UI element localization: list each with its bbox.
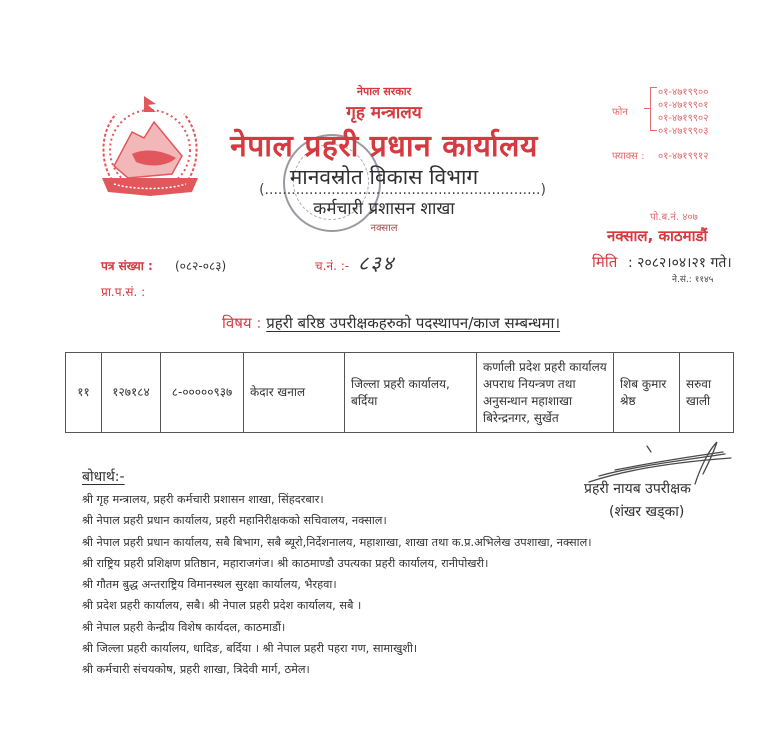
subject-label: विषय: [222, 314, 252, 332]
distribution-title: बोधार्थ:-: [82, 469, 125, 485]
list-item: श्री गृह मन्त्रालय, प्रहरी कर्मचारी प्रशासन शाखा, सिंहदरबार।: [82, 493, 324, 506]
city-label: नक्साल, काठमाडौं: [607, 227, 708, 245]
dotted-line: (..............................................................): [259, 182, 546, 198]
branch-label: कर्मचारी प्रशासन शाखा: [313, 199, 455, 219]
cell-remark: सरुवा खाली: [680, 353, 734, 433]
list-item: श्री जिल्ला प्रहरी कार्यालय, धादिङ, बर्दिया । श्री नेपाल प्रहरी पहरा गण, सामाखुशी।: [82, 642, 418, 656]
government-label: नेपाल सरकार: [356, 85, 412, 98]
cell-code: ८-०००००९३७: [161, 353, 244, 433]
table-row: [66, 353, 734, 433]
date-label: मिति: [592, 253, 618, 271]
signatory-title: प्रहरी नायब उपरीक्षक: [584, 481, 691, 497]
cell-id: १२७१८४: [102, 353, 161, 433]
date-value: : २०८२।०४।२१ गते।: [628, 255, 732, 271]
list-item: श्री नेपाल प्रहरी प्रधान कार्यालय, प्रहरी महानिरीक्षकको सचिवालय, नक्साल।: [82, 514, 387, 528]
phone-number: ०१-४७१९९०१: [658, 100, 709, 111]
phone-number: ०१-४७१९९००: [658, 87, 709, 98]
dispatch-number-value: ८३४: [358, 251, 396, 275]
letter-number-label: पत्र संख्या :: [101, 259, 153, 273]
cell-replacement: शिब कुमार श्रेष्ठ: [614, 353, 680, 433]
subject-separator: :: [256, 314, 262, 332]
list-item: श्री नेपाल प्रहरी प्रधान कार्यालय, सबै बिभाग, सबै ब्यूरो,निर्देशनालय, महाशाखा, शाखा तथा क.प्र.अभिलेख उपशाखा, नक्साल।: [82, 535, 592, 549]
dispatch-number-label: च.नं. :-: [315, 259, 350, 273]
ministry-label: गृह मन्त्रालय: [346, 103, 422, 123]
list-item: श्री राष्ट्रिय प्रहरी प्रशिक्षण प्रतिष्ठान, महाराजगंज। श्री काठमाण्डौ उपत्यका प्रहरी कार्यालय, रानीपोखरी।: [82, 556, 489, 570]
subject-text: प्रहरी बरिष्ठ उपरीक्षकहरुको पदस्थापन/काज सम्बन्धमा।: [266, 314, 561, 332]
phone-bracket: [650, 87, 657, 131]
department-label: मानवस्रोत विकास विभाग: [289, 165, 479, 189]
nepal-sambat: ने.सं.: ११४५: [672, 275, 714, 285]
phone-number: ०१-४७१९९०३: [658, 126, 709, 137]
office-title: नेपाल प्रहरी प्रधान कार्यालय: [230, 129, 538, 164]
fax-label: फ्याक्स :: [612, 151, 645, 162]
phone-label: फोन: [612, 107, 628, 118]
contact-block: [612, 82, 762, 167]
cell-serial: ११: [66, 353, 102, 433]
distribution-list: [82, 489, 592, 681]
list-item: श्री प्रदेश प्रहरी कार्यालय, सबै। श्री नेपाल प्रहरी प्रदेश कार्यालय, सबै ।: [82, 599, 362, 613]
cell-to-office: कर्णाली प्रदेश प्रहरी कार्यालय अपराध नियन्त्रण तथा अनुसन्धान महाशाखा बिरेन्द्रनगर, सुर्खेत: [477, 353, 614, 433]
list-item: श्री गौतम बुद्ध अन्तराष्ट्रिय विमानस्थल सुरक्षा कार्यालय, भैरहवा।: [82, 578, 337, 592]
letter-number-value: (०८२-०८३): [175, 259, 227, 273]
list-item: श्री कर्मचारी संचयकोष, प्रहरी शाखा, त्रिदेवी मार्ग, ठमेल।: [82, 663, 310, 677]
cell-name: केदार खनाल: [244, 353, 345, 433]
stamp-place-label: नक्साल: [370, 223, 398, 234]
cell-from-office: जिल्ला प्रहरी कार्यालय, बर्दिया: [345, 353, 477, 433]
phone-number: ०१-४७१९९०२: [658, 113, 709, 124]
subject-line: [222, 313, 560, 333]
signatory-name: (शंखर खड्का): [609, 504, 685, 520]
fax-number: ०१-४७१९९१२: [658, 151, 709, 162]
po-box: पो.ब.नं. ४०७: [650, 212, 698, 223]
transfer-table: [65, 352, 734, 433]
prapa-number-label: प्रा.प.सं. :: [101, 285, 146, 299]
list-item: श्री नेपाल प्रहरी केन्द्रीय विशेष कार्यदल, काठमाडौं।: [82, 620, 286, 634]
